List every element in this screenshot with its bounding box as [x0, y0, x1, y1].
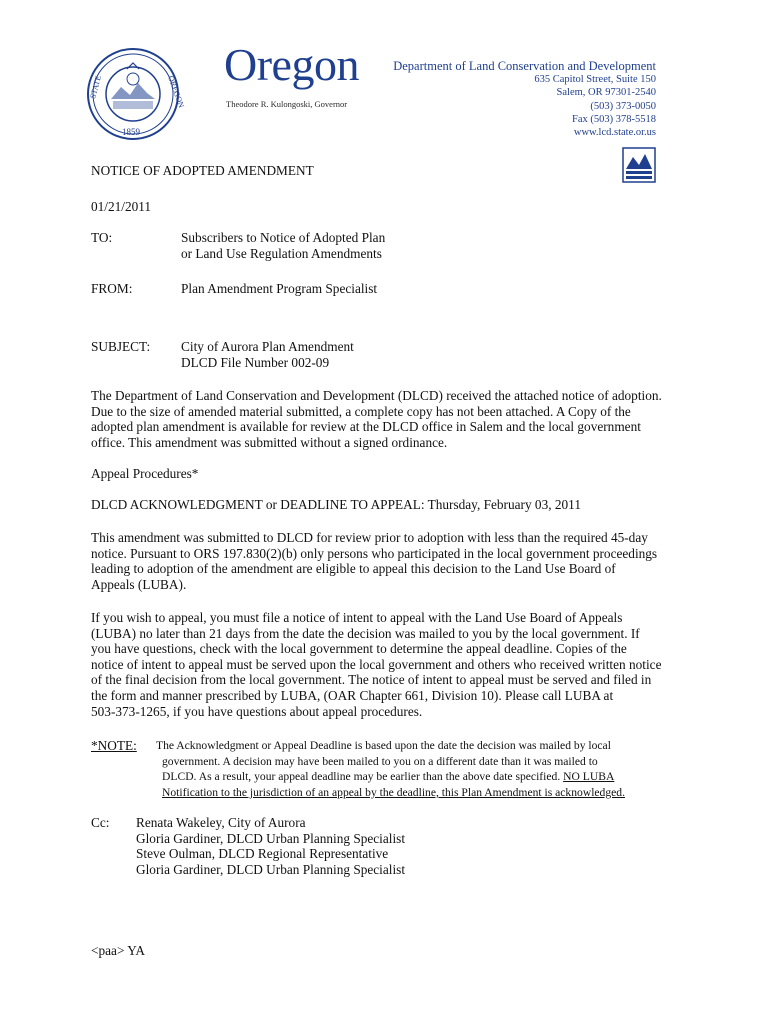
to-value — [181, 230, 385, 261]
cc-recipient: Renata Wakeley, City of Aurora — [136, 815, 306, 830]
cc-list — [136, 815, 405, 877]
seal-text-left: STATE — [88, 74, 103, 100]
paragraph-line: leading to adoption of the amendment are eligible to appeal this decision to the Land Use Board of — [91, 561, 616, 577]
note-line: The Acknowledgment or Appeal Deadline is based upon the date the decision was mailed by local — [156, 739, 611, 752]
appeal-heading: Appeal Procedures* — [91, 466, 199, 481]
note-line — [156, 769, 676, 785]
to-label: TO: — [91, 230, 113, 245]
paragraph-line: office. This amendment was submitted without a signed ordinance. — [91, 434, 448, 450]
dlcd-logo-icon — [622, 147, 656, 183]
paragraph-line: adopted plan amendment is available for review at the DLCD office in Salem and the local government — [91, 419, 641, 435]
from-label: FROM: — [91, 281, 133, 296]
submission-paragraph — [91, 530, 691, 592]
note-label: *NOTE: — [91, 738, 137, 753]
fax-line: Fax (503) 378-5518 — [572, 113, 656, 125]
paragraph-line: you have questions, check with the local government to determine the appeal deadline. Copies of the — [91, 641, 627, 657]
appeal-paragraph — [91, 610, 691, 719]
website-line: www.lcd.state.or.us — [573, 127, 656, 139]
subject-line: DLCD File Number 002-09 — [181, 354, 330, 370]
oregon-wordmark: Oregon — [224, 39, 359, 90]
to-line: Subscribers to Notice of Adopted Plan — [181, 230, 386, 245]
notice-date: 01/21/2011 — [91, 199, 152, 214]
state-seal-logo — [86, 47, 186, 141]
subject-line: City of Aurora Plan Amendment — [181, 339, 354, 354]
paragraph-line: This amendment was submitted to DLCD for review prior to adoption with less than the required 45-day — [91, 530, 648, 545]
address-line: Salem, OR 97301-2540 — [556, 87, 656, 99]
paragraph-line: Due to the size of amended material submitted, a complete copy has not been attached. A Copy of the — [91, 403, 631, 419]
cc-label: Cc: — [91, 815, 110, 830]
from-value: Plan Amendment Program Specialist — [181, 281, 378, 296]
paragraph-line: The Department of Land Conservation and Development (DLCD) received the attached notice of adoption. — [91, 388, 662, 403]
footer-initials: <paa> YA — [91, 943, 146, 958]
paragraph-line: the form and manner prescribed by LUBA, (OAR Chapter 661, Division 10). Please call LUBA at — [91, 687, 614, 703]
paragraph-line: of the final decision from the local government. The notice of intent to appeal must be served and filed in — [91, 672, 652, 688]
appeal-deadline: DLCD ACKNOWLEDGMENT or DEADLINE TO APPEAL: Thursday, February 03, 2011 — [91, 497, 581, 512]
paragraph-line: notice of intent to appeal must be served upon the local government and others who received written notice — [91, 656, 662, 672]
paragraph-line: (LUBA) no later than 21 days from the date the decision was mailed to you by the local government. If — [91, 625, 640, 641]
note-line-text: DLCD. As a result, your appeal deadline may be earlier than the above date specified. — [162, 770, 564, 784]
governor-name: Theodore R. Kulongoski, Governor — [226, 99, 348, 109]
paragraph-line: notice. Pursuant to ORS 197.830(2)(b) only persons who participated in the local government proceedings — [91, 545, 658, 561]
seal-year: 1859 — [122, 127, 140, 137]
to-line: or Land Use Regulation Amendments — [181, 245, 382, 261]
paragraph-line: Appeals (LUBA). — [91, 576, 187, 592]
notice-title: NOTICE OF ADOPTED AMENDMENT — [91, 163, 314, 178]
cc-recipient: Gloria Gardiner, DLCD Urban Planning Specialist — [136, 861, 406, 877]
agency-name: Department of Land Conservation and Development — [393, 59, 656, 73]
cc-recipient: Steve Oulman, DLCD Regional Representative — [136, 846, 389, 862]
paragraph-line: If you wish to appeal, you must file a notice of intent to appeal with the Land Use Board of Appeals — [91, 610, 623, 625]
address-line: 635 Capitol Street, Suite 150 — [534, 74, 656, 86]
intro-paragraph — [91, 388, 691, 450]
acknowledgment-notice: Notification to the jurisdiction of an appeal by the deadline, this Plan Amendment is acknowledged. — [162, 785, 625, 799]
note-text — [156, 738, 676, 800]
subject-label: SUBJECT: — [91, 339, 151, 354]
agency-address-block — [393, 60, 656, 139]
no-luba-notice: NO LUBA — [563, 770, 615, 784]
phone-line: (503) 373-0050 — [590, 100, 656, 112]
note-line: government. A decision may have been mailed to you on a different date than it was mailed to — [162, 754, 598, 768]
paragraph-line: 503-373-1265, if you have questions about appeal procedures. — [91, 703, 423, 719]
seal-text-right: OREGON — [166, 74, 186, 110]
subject-value — [181, 339, 354, 370]
cc-recipient: Gloria Gardiner, DLCD Urban Planning Specialist — [136, 830, 406, 846]
